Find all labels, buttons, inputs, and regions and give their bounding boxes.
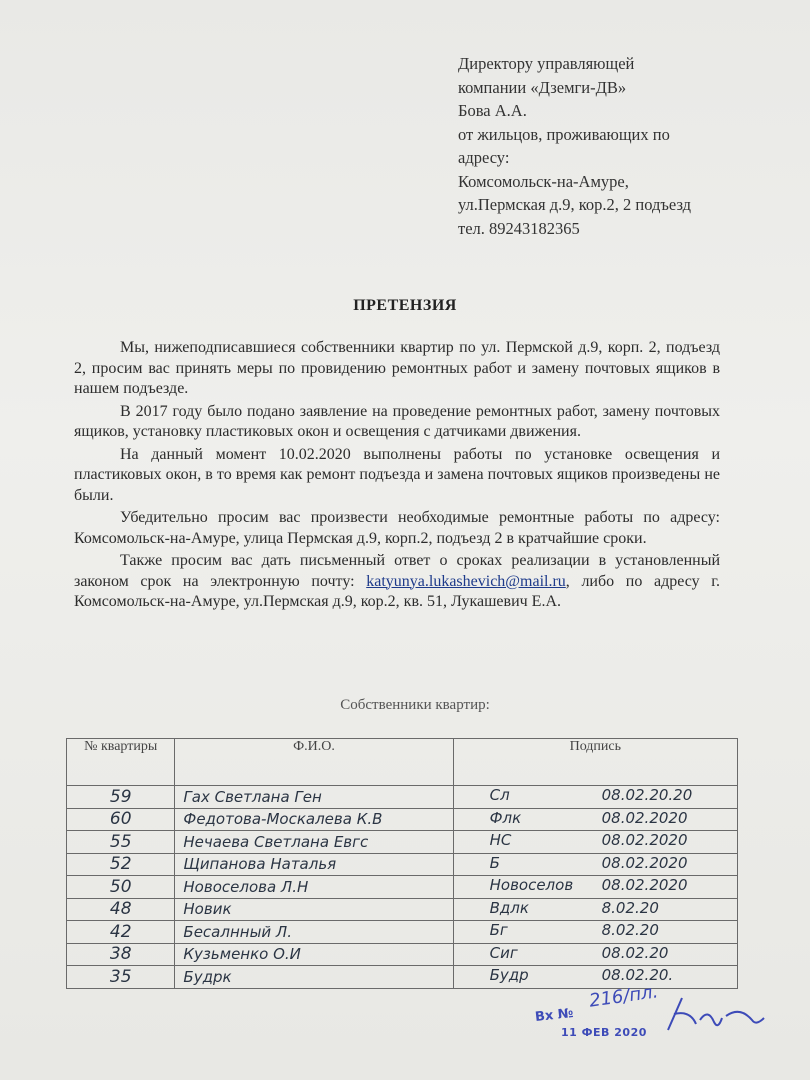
body-paragraph: В 2017 году было подано заявление на проведение ремонтных работ, замену почтовых ящиков, установку пластиковых окон и освещения с датчиками движения. xyxy=(74,402,720,440)
table-header-row xyxy=(67,739,738,786)
table-row xyxy=(67,943,738,966)
signature-date: 08.02.20.20 xyxy=(601,786,693,804)
addressee-line: ул.Пермская д.9, кор.2, 2 подъезд xyxy=(458,195,692,214)
owner-signature: НС xyxy=(489,831,512,849)
header-apartment: № квартиры xyxy=(67,739,175,786)
apartment-number: 50 xyxy=(67,876,175,899)
addressee-block xyxy=(458,52,758,240)
apartment-number: 35 xyxy=(67,966,175,989)
signature-cell xyxy=(453,831,737,854)
text-before-email: Также просим вас дать письменный ответ о сроках реализации в установленный законом срок на электронную почту: xyxy=(74,552,720,590)
owner-signature: Сл xyxy=(489,786,510,804)
addressee-line: Бова А.А. xyxy=(458,101,527,120)
apartment-number: 42 xyxy=(67,921,175,944)
signature-cell xyxy=(453,808,737,831)
owner-name: Новоселова Л.Н xyxy=(175,876,453,899)
owner-signature: Новоселов xyxy=(489,876,574,894)
stamp-number: 216/пл. xyxy=(587,981,660,1012)
addressee-line: компании «Дземги-ДВ» xyxy=(458,77,627,97)
owner-name: Нечаева Светлана Евгс xyxy=(175,831,453,854)
body-paragraph: Убедительно просим вас произвести необходимые ремонтные работы по адресу: Комсомольск-на-Амуре, улица Пермская д.9, корп.2, подъезд 2 в кратчайшие сроки. xyxy=(74,509,720,547)
owners-caption: Собственники квартир: xyxy=(340,697,490,713)
signature-cell xyxy=(453,876,737,899)
signature-date: 08.02.2020 xyxy=(601,853,688,872)
table-row xyxy=(67,921,738,944)
owner-signature: Бг xyxy=(489,921,508,939)
owner-name: Новик xyxy=(175,898,453,921)
owner-signature: Будр xyxy=(489,966,529,984)
owner-signature: Б xyxy=(489,853,500,872)
receiver-signature-icon xyxy=(660,990,770,1040)
signature-cell xyxy=(453,966,737,989)
apartment-number: 52 xyxy=(67,853,175,876)
signature-date: 08.02.2020 xyxy=(601,808,688,827)
signature-date: 8.02.20 xyxy=(601,898,659,917)
table-row xyxy=(67,853,738,876)
body-paragraph: На данный момент 10.02.2020 выполнены работы по установке освещения и пластиковых окон, в то время как ремонт подъезда и замена почтовых ящиков произведены не были. xyxy=(74,445,720,504)
body-paragraph-last xyxy=(74,551,720,613)
email-link[interactable]: katyunya.lukashevich@mail.ru xyxy=(366,572,566,590)
document-body xyxy=(74,338,720,615)
owner-signature: Флк xyxy=(489,808,522,827)
signature-cell xyxy=(453,898,737,921)
header-name: Ф.И.О. xyxy=(175,739,453,786)
table-row xyxy=(67,831,738,854)
addressee-line: от жильцов, проживающих по xyxy=(458,124,670,144)
apartment-number: 48 xyxy=(67,898,175,921)
signature-date: 8.02.20 xyxy=(601,921,659,939)
incoming-stamp xyxy=(534,981,665,1046)
apartment-number: 60 xyxy=(67,808,175,831)
addressee-line: Комсомольск-на-Амуре, xyxy=(458,171,629,191)
table-row xyxy=(67,898,738,921)
apartment-number: 59 xyxy=(67,786,175,809)
text-after-email: , либо по адресу г. Комсомольск-на-Амуре, ул.Пермская д.9, кор.2, кв. 51, Лукашевич Е.А. xyxy=(74,572,720,610)
apartment-number: 38 xyxy=(67,943,175,966)
owner-signature: Вдлк xyxy=(489,898,529,917)
signature-cell xyxy=(453,921,737,944)
signature-cell xyxy=(453,943,737,966)
signature-date: 08.02.20 xyxy=(601,943,669,962)
table-row xyxy=(67,808,738,831)
owners-table xyxy=(66,738,738,989)
signature-date: 08.02.2020 xyxy=(601,831,688,849)
document-title: ПРЕТЕНЗИЯ xyxy=(353,297,457,314)
addressee-line: Директору управляющей xyxy=(458,54,635,73)
owner-name: Будрк xyxy=(175,966,453,989)
body-paragraph: Мы, нижеподписавшиеся собственники квартир по ул. Пермской д.9, корп. 2, подъезд 2, просим вас принять меры по провидению ремонтных работ и замену почтовых ящиков в нашем подъезде. xyxy=(74,339,720,397)
owner-name: Бесалнный Л. xyxy=(175,921,453,944)
header-signature: Подпись xyxy=(453,739,737,786)
owner-name: Щипанова Наталья xyxy=(175,853,453,876)
stamp-prefix: Вх № xyxy=(534,1006,575,1025)
addressee-line: тел. 89243182365 xyxy=(458,218,580,238)
apartment-number: 55 xyxy=(67,831,175,854)
signature-date: 08.02.2020 xyxy=(601,876,688,894)
table-row xyxy=(67,876,738,899)
owner-name: Гах Светлана Ген xyxy=(175,786,453,809)
signature-date: 08.02.20. xyxy=(601,966,674,984)
signature-cell xyxy=(453,853,737,876)
owner-name: Федотова-Москалева К.В xyxy=(175,808,453,831)
table-row xyxy=(67,786,738,809)
owner-signature: Сиг xyxy=(489,943,518,962)
signature-cell xyxy=(453,786,737,809)
owner-name: Кузьменко О.И xyxy=(175,943,453,966)
stamp-date: 11 ФЕВ 2020 xyxy=(561,1026,647,1039)
addressee-line: адресу: xyxy=(458,148,510,167)
